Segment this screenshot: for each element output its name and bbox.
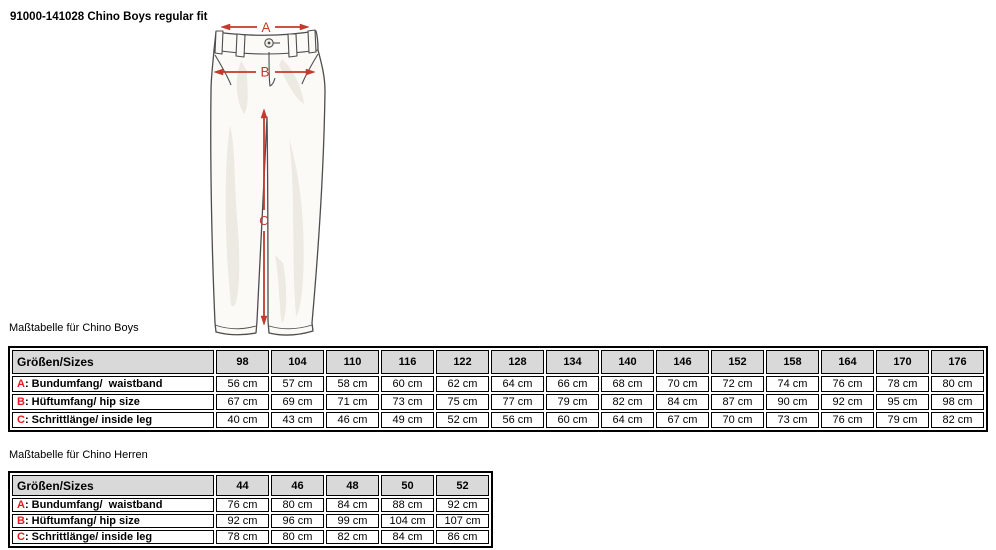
measurement-value-cell: 56 cm — [216, 376, 269, 392]
measurement-value-cell: 86 cm — [436, 530, 489, 544]
size-table-boys — [8, 346, 988, 432]
size-column-header: 134 — [546, 350, 599, 374]
size-column-header: 44 — [216, 475, 269, 496]
measurement-letter: B — [17, 396, 25, 408]
measurement-value-cell: 95 cm — [876, 394, 929, 410]
measurement-row — [12, 498, 489, 512]
measurement-value-cell: 92 cm — [216, 514, 269, 528]
measurement-value-cell: 64 cm — [491, 376, 544, 392]
table-caption-men: Maßtabelle für Chino Herren — [9, 449, 148, 461]
measurement-row-label: A: Bundumfang/ waistband — [12, 498, 214, 512]
measurement-value-cell: 79 cm — [876, 412, 929, 428]
measurement-letter: A — [17, 499, 25, 511]
measurement-value-cell: 56 cm — [491, 412, 544, 428]
size-column-header: 128 — [491, 350, 544, 374]
measurement-value-cell: 68 cm — [601, 376, 654, 392]
table-caption-boys: Maßtabelle für Chino Boys — [9, 322, 139, 334]
trousers-measurement-diagram — [185, 5, 355, 345]
measurement-letter: C — [17, 531, 25, 543]
measurement-value-cell: 104 cm — [381, 514, 434, 528]
measurement-row — [12, 412, 984, 428]
measurement-value-cell: 60 cm — [546, 412, 599, 428]
size-column-header: 46 — [271, 475, 324, 496]
measurement-value-cell: 67 cm — [656, 412, 709, 428]
measurement-value-cell: 57 cm — [271, 376, 324, 392]
measurement-row — [12, 376, 984, 392]
measurement-row-label: A: Bundumfang/ waistband — [12, 376, 214, 392]
sizes-header-label: Größen/Sizes — [12, 475, 214, 496]
measurement-value-cell: 82 cm — [601, 394, 654, 410]
size-column-header: 170 — [876, 350, 929, 374]
measurement-value-cell: 58 cm — [326, 376, 379, 392]
measurement-value-cell: 76 cm — [216, 498, 269, 512]
measurement-value-cell: 77 cm — [491, 394, 544, 410]
size-column-header: 122 — [436, 350, 489, 374]
measurement-value-cell: 49 cm — [381, 412, 434, 428]
measurement-row — [12, 394, 984, 410]
measurement-letter: A — [17, 378, 25, 390]
measurement-value-cell: 74 cm — [766, 376, 819, 392]
arrow-a-waistband — [221, 20, 309, 35]
size-column-header: 48 — [326, 475, 379, 496]
measurement-value-cell: 43 cm — [271, 412, 324, 428]
measurement-value-cell: 87 cm — [711, 394, 764, 410]
measurement-value-cell: 79 cm — [546, 394, 599, 410]
measurement-value-cell: 80 cm — [931, 376, 984, 392]
measurement-value-cell: 76 cm — [821, 412, 874, 428]
size-column-header: 104 — [271, 350, 324, 374]
page-title: 91000-141028 Chino Boys regular fit — [10, 11, 208, 23]
measurement-value-cell: 99 cm — [326, 514, 379, 528]
measurement-value-cell: 82 cm — [931, 412, 984, 428]
measurement-value-cell: 73 cm — [766, 412, 819, 428]
size-column-header: 164 — [821, 350, 874, 374]
size-column-header: 152 — [711, 350, 764, 374]
measurement-value-cell: 73 cm — [381, 394, 434, 410]
measurement-value-cell: 52 cm — [436, 412, 489, 428]
size-column-header: 116 — [381, 350, 434, 374]
measurement-value-cell: 80 cm — [271, 498, 324, 512]
measurement-value-cell: 107 cm — [436, 514, 489, 528]
measurement-letter: C — [17, 414, 25, 426]
measurement-value-cell: 96 cm — [271, 514, 324, 528]
measurement-value-cell: 60 cm — [381, 376, 434, 392]
measurement-value-cell: 92 cm — [821, 394, 874, 410]
sizes-header-label: Größen/Sizes — [12, 350, 214, 374]
measurement-row — [12, 514, 489, 528]
measurement-value-cell: 62 cm — [436, 376, 489, 392]
measurement-value-cell: 46 cm — [326, 412, 379, 428]
size-column-header: 110 — [326, 350, 379, 374]
size-column-header: 98 — [216, 350, 269, 374]
measurement-value-cell: 76 cm — [821, 376, 874, 392]
measurement-value-cell: 78 cm — [876, 376, 929, 392]
measurement-value-cell: 69 cm — [271, 394, 324, 410]
measurement-value-cell: 92 cm — [436, 498, 489, 512]
size-column-header: 146 — [656, 350, 709, 374]
measurement-value-cell: 72 cm — [711, 376, 764, 392]
arrow-a-label: A — [261, 20, 271, 35]
measurement-value-cell: 66 cm — [546, 376, 599, 392]
measurement-value-cell: 40 cm — [216, 412, 269, 428]
measurement-row-label: C: Schrittlänge/ inside leg — [12, 412, 214, 428]
measurement-value-cell: 71 cm — [326, 394, 379, 410]
measurement-letter: B — [17, 515, 25, 527]
measurement-value-cell: 88 cm — [381, 498, 434, 512]
measurement-row-label: B: Hüftumfang/ hip size — [12, 394, 214, 410]
measurement-value-cell: 78 cm — [216, 530, 269, 544]
measurement-row-label: B: Hüftumfang/ hip size — [12, 514, 214, 528]
size-column-header: 140 — [601, 350, 654, 374]
measurement-value-cell: 80 cm — [271, 530, 324, 544]
trousers-drawing — [185, 5, 355, 345]
size-column-header: 50 — [381, 475, 434, 496]
measurement-value-cell: 64 cm — [601, 412, 654, 428]
measurement-value-cell: 84 cm — [381, 530, 434, 544]
measurement-value-cell: 75 cm — [436, 394, 489, 410]
measurement-value-cell: 82 cm — [326, 530, 379, 544]
measurement-value-cell: 84 cm — [326, 498, 379, 512]
measurement-value-cell: 70 cm — [656, 376, 709, 392]
measurement-value-cell: 98 cm — [931, 394, 984, 410]
measurement-value-cell: 70 cm — [711, 412, 764, 428]
arrow-b-label: B — [260, 64, 270, 80]
measurement-row-label: C: Schrittlänge/ inside leg — [12, 530, 214, 544]
measurement-value-cell: 67 cm — [216, 394, 269, 410]
size-column-header: 52 — [436, 475, 489, 496]
size-table-men — [8, 471, 493, 548]
measurement-value-cell: 90 cm — [766, 394, 819, 410]
measurement-value-cell: 84 cm — [656, 394, 709, 410]
measurement-row — [12, 530, 489, 544]
size-column-header: 176 — [931, 350, 984, 374]
size-column-header: 158 — [766, 350, 819, 374]
arrow-c-label: C — [259, 213, 269, 228]
